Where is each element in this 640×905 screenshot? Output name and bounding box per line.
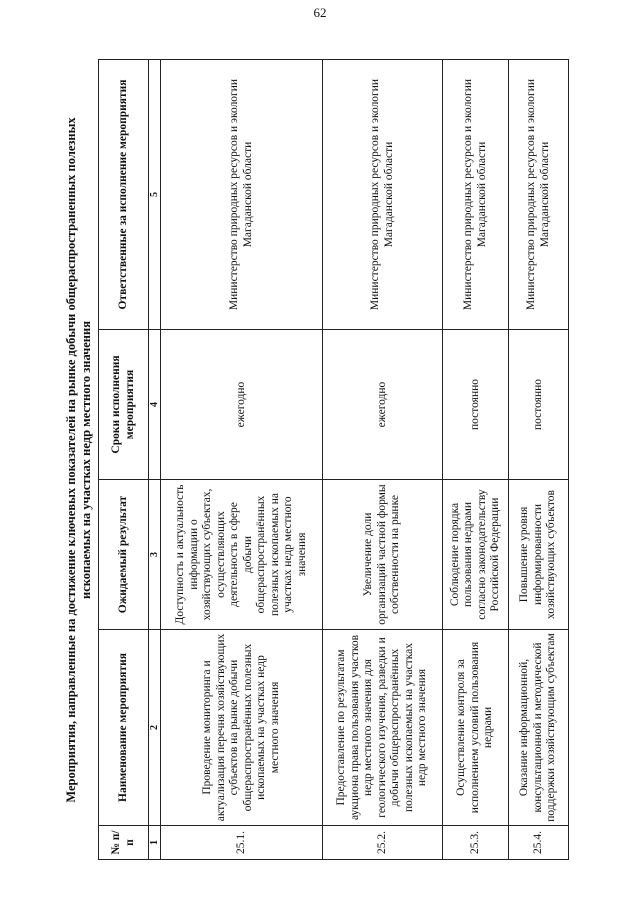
row-number: 25.2.	[323, 826, 443, 860]
measure-name: Предоставление по результатам аукциона права пользования участков недр местного значения для геологического изучения, разведки и добычи общераспространённых полезных ископаемых на участках недр местного значения	[323, 630, 443, 826]
table-row	[443, 60, 509, 860]
expected-result: Доступность и актуальность информации о хозяйствующих субъектах, осуществляющих деятельность в сфере добычи общераспространённых полезных ископаемых на участках недр местного значения	[161, 480, 323, 630]
expected-result: Повышение уровня информированности хозяйствующих субъектов	[509, 480, 569, 630]
deadline: ежегодно	[161, 330, 323, 480]
header-expected-result: Ожидаемый результат	[99, 480, 149, 630]
table-row	[323, 60, 443, 860]
responsible: Министерство природных ресурсов и экологии Магаданской области	[443, 60, 509, 330]
responsible: Министерство природных ресурсов и экологии Магаданской области	[323, 60, 443, 330]
expected-result: Увеличение доли организаций частной формы собственности на рынке	[323, 480, 443, 630]
header-deadline: Сроки исполнения мероприятия	[99, 330, 149, 480]
column-index: 1	[149, 826, 161, 860]
column-index: 4	[149, 330, 161, 480]
deadline: постоянно	[443, 330, 509, 480]
row-number: 25.4.	[509, 826, 569, 860]
deadline: постоянно	[509, 330, 569, 480]
header-responsible: Ответственные за исполнение мероприятия	[99, 60, 149, 330]
measures-table	[98, 59, 569, 860]
expected-result: Соблюдение порядка пользования недрами согласно законодательству Российской Федерации	[443, 480, 509, 630]
column-index: 3	[149, 480, 161, 630]
measure-name: Осуществление контроля за исполнением условий пользования недрами	[443, 630, 509, 826]
title-line-2: ископаемых на участках недр местного значения	[79, 321, 93, 599]
deadline: ежегодно	[323, 330, 443, 480]
measure-name: Проведение мониторинга и актуализация перечня хозяйствующих субъектов на рынке добычи общераспространённых полезных ископаемых на участках недр местного значения	[161, 630, 323, 826]
header-number: № п/п	[99, 826, 149, 860]
page-number: 62	[313, 5, 327, 20]
header-measure-name: Наименование мероприятия	[99, 630, 149, 826]
table-row	[509, 60, 569, 860]
table-row	[161, 60, 323, 860]
row-number: 25.3.	[443, 826, 509, 860]
column-index: 5	[149, 60, 161, 330]
column-index-row	[149, 60, 161, 860]
responsible: Министерство природных ресурсов и экологии Магаданской области	[509, 60, 569, 330]
row-number: 25.1.	[161, 826, 323, 860]
title-line-1: Мероприятия, направленные на достижение ключевых показателей на рынке добычи общераспространенных полезных	[64, 117, 78, 803]
table-header-row	[99, 60, 149, 860]
column-index: 2	[149, 630, 161, 826]
measure-name: Оказание информационной, консультационной и методической поддержки хозяйствующим субъектам	[509, 630, 569, 826]
document-title	[64, 60, 94, 860]
rotated-sheet	[64, 60, 584, 860]
responsible: Министерство природных ресурсов и экологии Магаданской области	[161, 60, 323, 330]
